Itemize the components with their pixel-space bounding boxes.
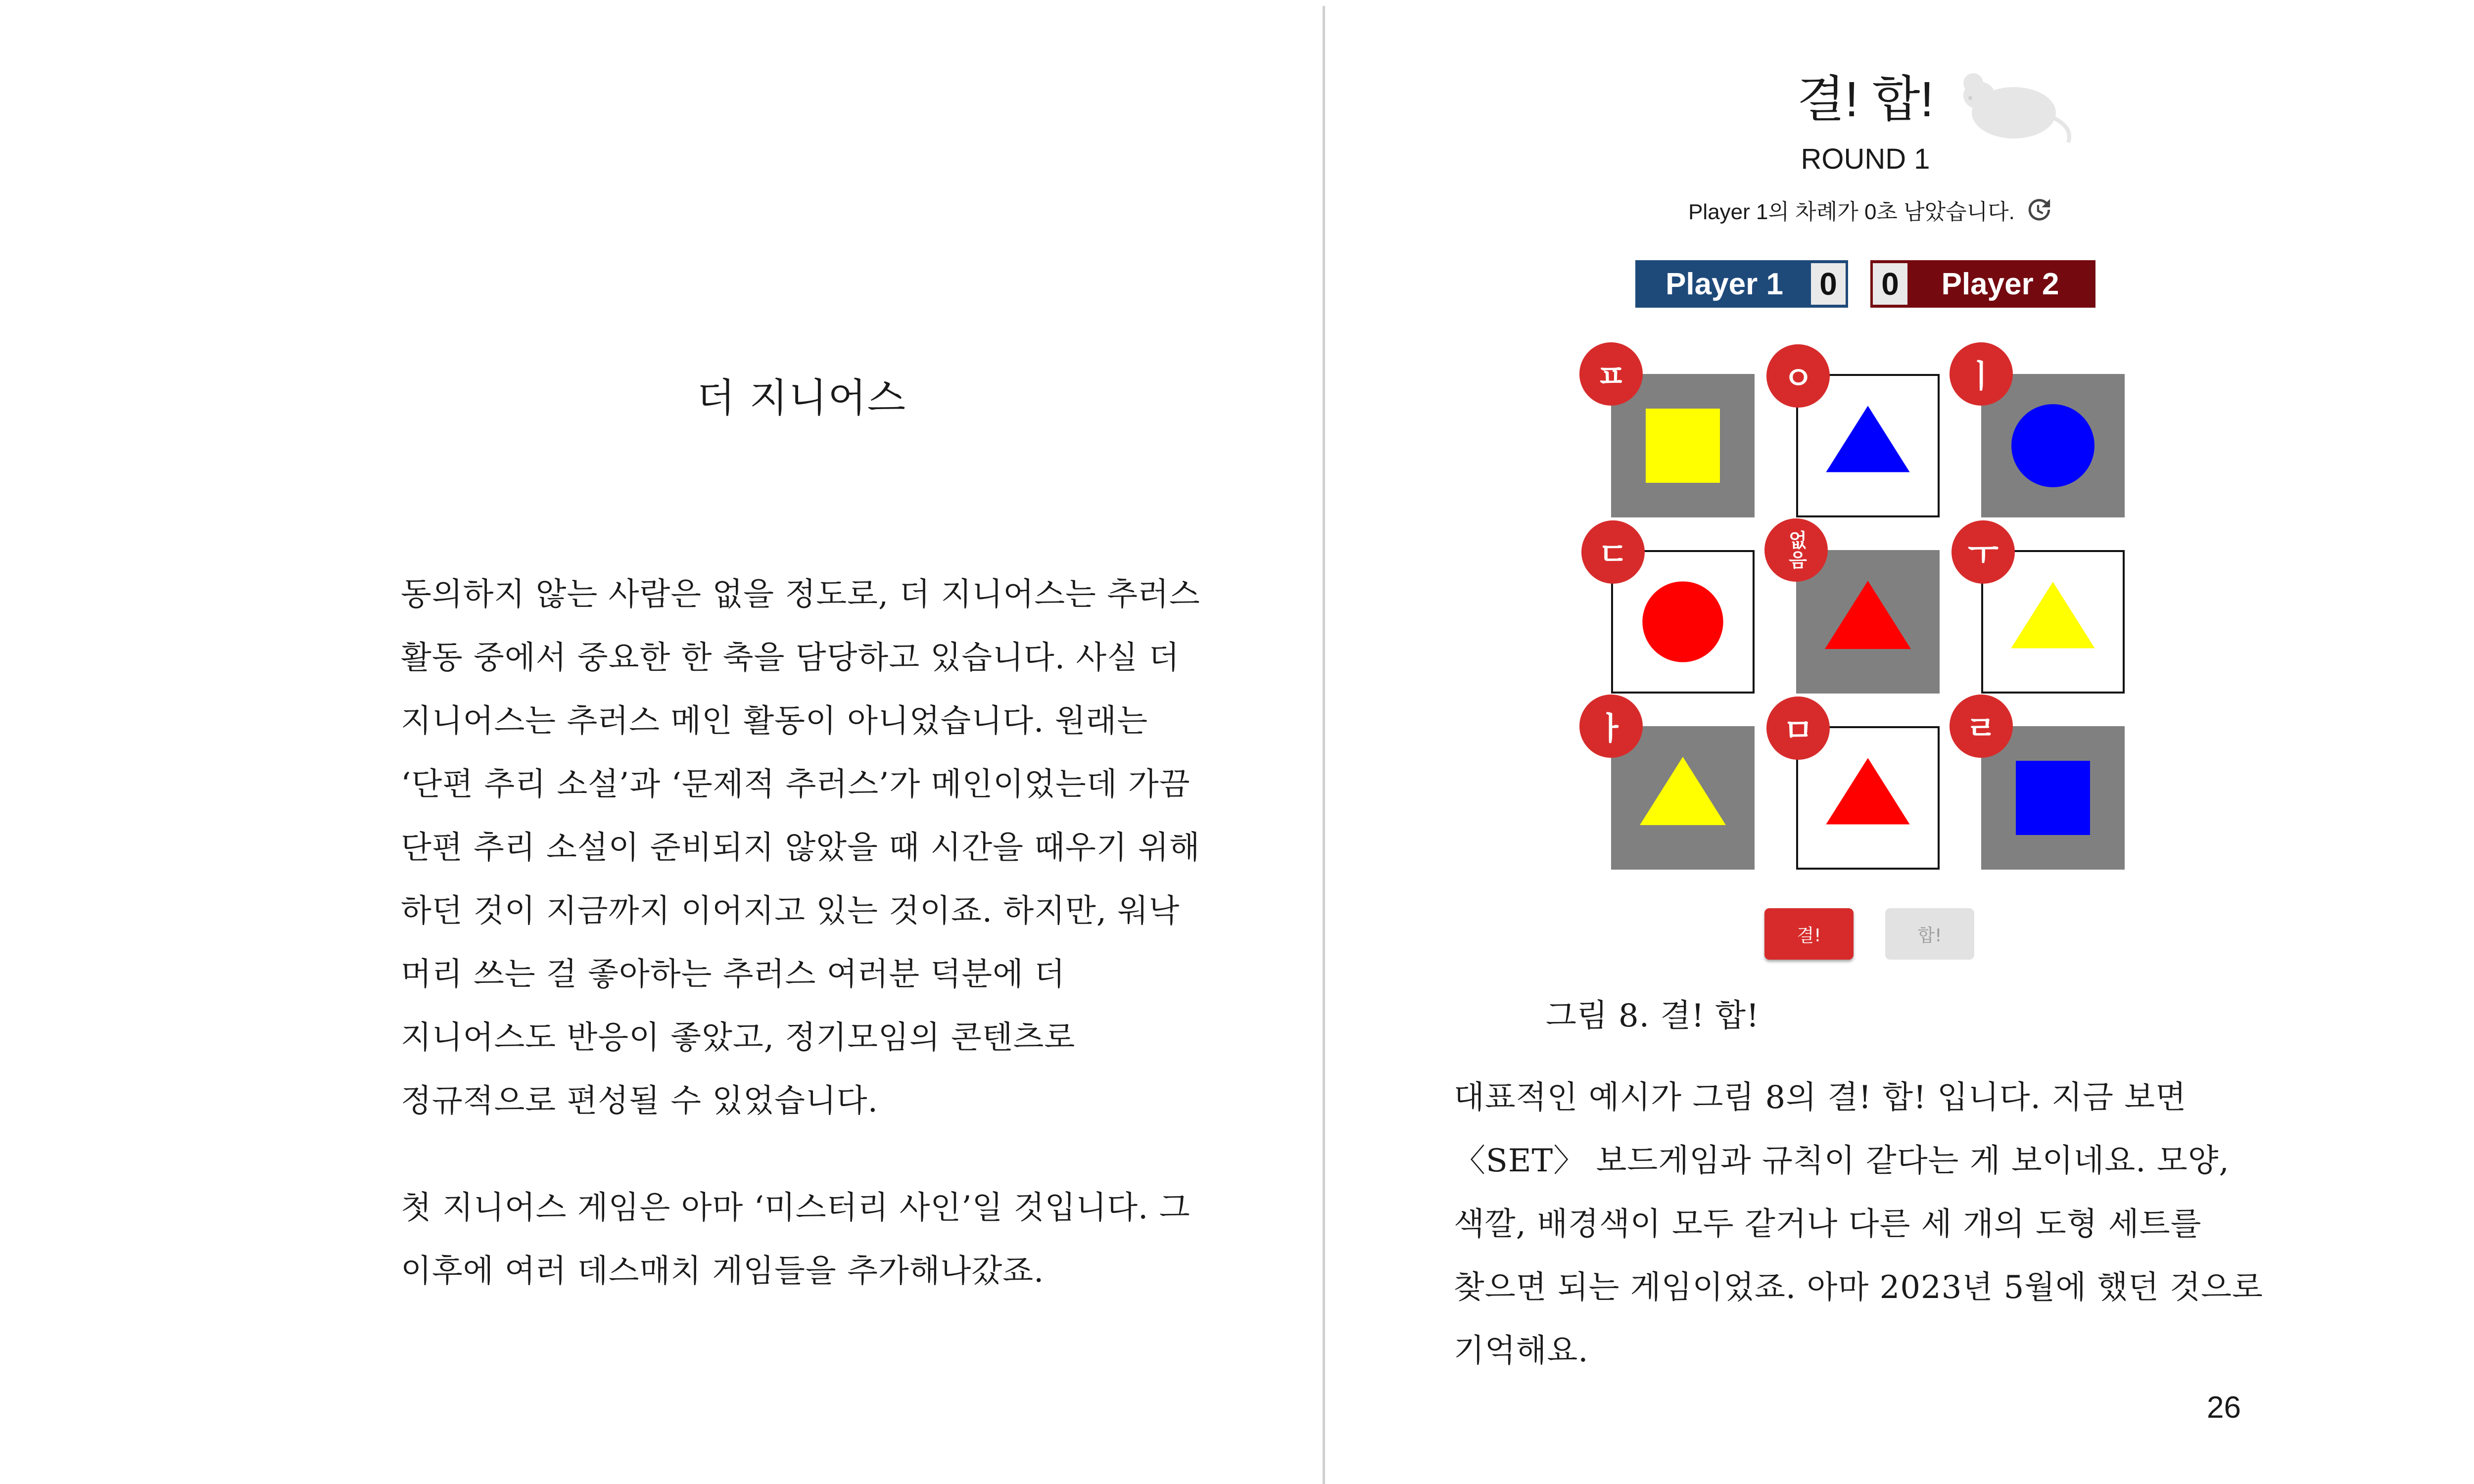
body-paragraph-3: 대표적인 예시가 그림 8의 결! 합! 입니다. 지금 보면 〈SET〉 보드게임과 규칙이 같다는 게 보이네요. 모양, 색깔, 배경색이 모두 같거나 다른 세 개의 도형 세트를 찾으면 되는 게임이었죠. 아마 2023년 5월에 했던 것으로 기억해요. (1454, 1079, 2263, 1369)
card-6-label-badge: ㅜ (1951, 520, 2015, 584)
mouse-icon (1950, 68, 2078, 147)
card-2-label-badge: ㅇ (1766, 344, 1830, 408)
player1-name: Player 1 (1665, 267, 1783, 301)
page-number: 26 (2207, 1391, 2241, 1425)
card-2[interactable] (1783, 361, 1940, 517)
player2-score-value: 0 (1873, 263, 1907, 305)
figure-caption: 그림 8. 결! 합! (1546, 998, 1760, 1034)
card-3-label-badge: ㅣ (1950, 342, 2013, 406)
history-icon[interactable] (2024, 195, 2052, 224)
card-5[interactable] (1785, 530, 1940, 694)
player1-score (1635, 260, 1848, 308)
card-4-label-badge: ㄷ (1581, 520, 1645, 584)
card-3[interactable] (1966, 359, 2125, 517)
card-8[interactable] (1783, 713, 1940, 870)
card-6[interactable] (1968, 537, 2125, 694)
card-4[interactable] (1598, 537, 1755, 694)
card-board (1578, 346, 2128, 871)
body-paragraph-1: 동의하지 않는 사람은 없을 정도로, 더 지니어스는 추러스 활동 중에서 중요한 한 축을 담당하고 있습니다. 사실 더 지니어스는 추러스 메인 활동이 아니었습니다. 원래는 ‘단편 추리 소설’과 ‘문제적 추러스’가 메인이었는데 가끔 단편 추리 소설이 준비되지 않았을 때 시간을 때우기 위해 하던 것이 지금까지 이어지고 있는 것이죠. 하지만, 워낙 머리 쓰는 걸 좋아하는 추러스 여러분 덕분에 더 지니어스도 반응이 좋았고, 정기모임의 콘텐츠로 정규적으로 편성될 수 있었습니다. (401, 576, 1200, 1119)
turn-status (1672, 194, 2068, 226)
card-9[interactable] (1966, 711, 2125, 870)
card-5-label-badge: 없음 (1764, 518, 1828, 582)
card-7[interactable] (1596, 711, 1755, 870)
game-title: 결! 합! (1797, 72, 1934, 127)
card-1[interactable] (1596, 359, 1755, 517)
card-1-label-badge: ㅍ (1579, 342, 1643, 406)
card-9-label-badge: ㄹ (1950, 695, 2013, 758)
card-8-label-badge: ㅁ (1766, 696, 1830, 760)
gyeol-button[interactable]: 결! (1764, 908, 1854, 960)
player1-score-value: 0 (1811, 263, 1846, 305)
page-divider (1323, 6, 1325, 1484)
turn-text: Player 1의 차례가 0초 남았습니다. (1688, 200, 2015, 224)
player2-score (1870, 260, 2095, 308)
player2-name: Player 2 (1941, 267, 2059, 301)
chapter-title: 더 지니어스 (697, 375, 906, 421)
card-7-label-badge: ㅏ (1579, 695, 1643, 758)
round-label: ROUND 1 (1801, 143, 1930, 175)
hap-button[interactable]: 합! (1885, 908, 1974, 960)
body-paragraph-2: 첫 지니어스 게임은 아마 ‘미스터리 사인’일 것입니다. 그 이후에 여러 데스매치 게임들을 추가해나갔죠. (401, 1190, 1190, 1290)
